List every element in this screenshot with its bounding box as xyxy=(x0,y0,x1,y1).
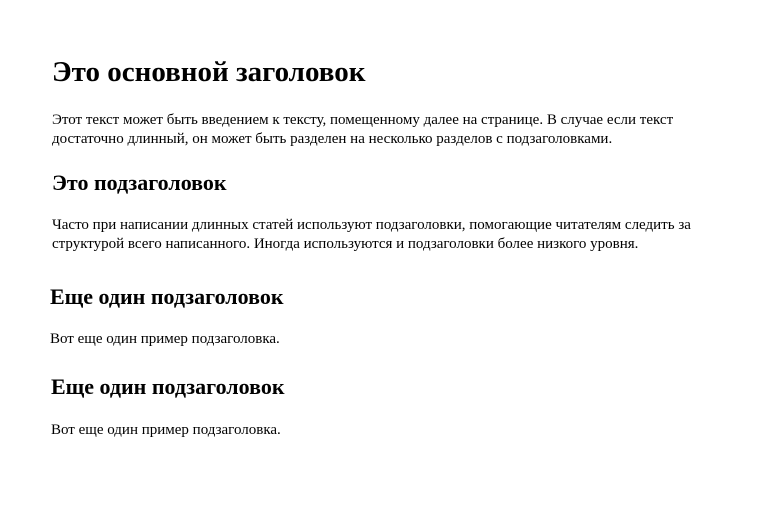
section-paragraph: Вот еще один пример подзаголовка. xyxy=(51,422,281,438)
intro-paragraph: Этот текст может быть введением к тексту, помещенному далее на странице. В случае если текст достаточно длинный, он может быть разделен на несколько разделов с подзаголовками. xyxy=(52,112,674,147)
section-heading: Еще один подзаголовок xyxy=(51,374,285,399)
section-heading: Еще один подзаголовок xyxy=(50,284,284,309)
page-title: Это основной заголовок xyxy=(52,56,366,88)
section-paragraph: Часто при написании длинных статей используют подзаголовки, помогающие читателям следить за структурой всего написанного. Иногда используются и подзаголовки более низкого уровня. xyxy=(52,217,691,252)
section-paragraph: Вот еще один пример подзаголовка. xyxy=(50,331,280,347)
section-heading: Это подзаголовок xyxy=(52,170,227,195)
